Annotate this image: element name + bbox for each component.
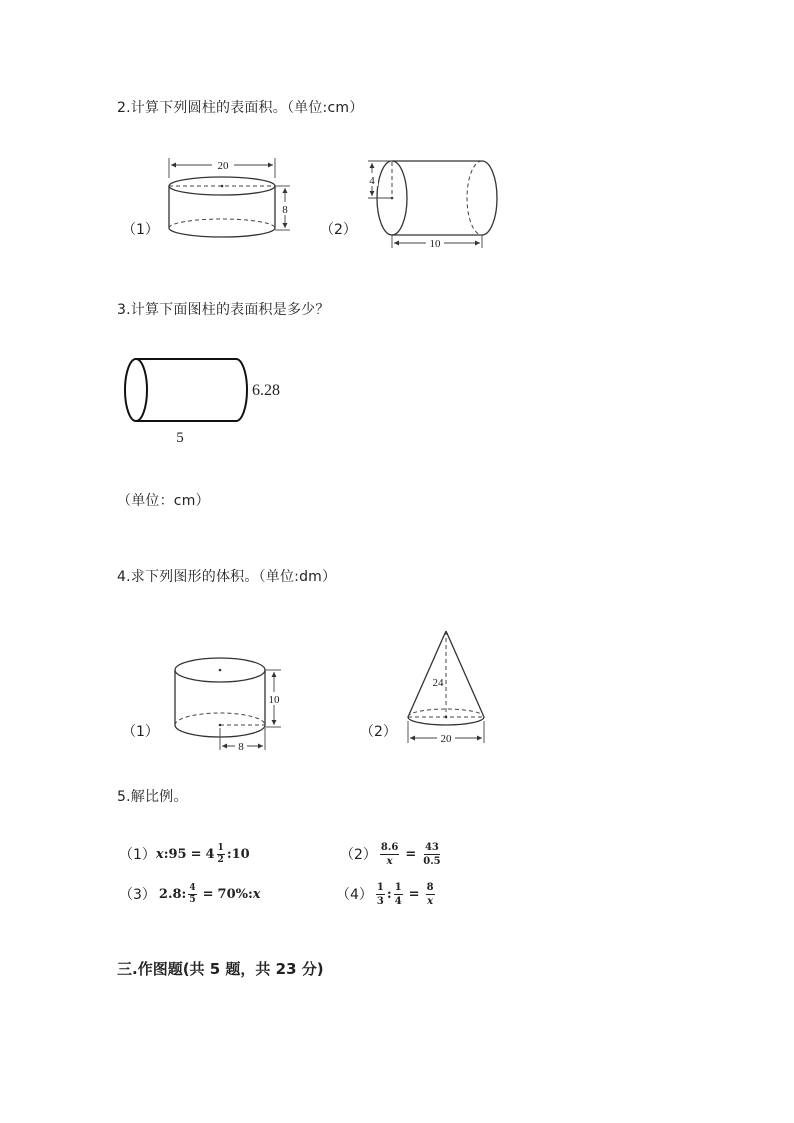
eq2-num2: 43 xyxy=(424,841,439,853)
section-3-title: 三.作图题(共 5 题，共 23 分) xyxy=(117,960,324,978)
eq3-equals: = xyxy=(202,886,214,902)
q3-unit: （单位：cm） xyxy=(117,493,210,509)
eq3-fraction xyxy=(188,883,196,906)
cylinder-figure-2 xyxy=(362,152,507,252)
eq1-num: 1 xyxy=(217,842,224,853)
eq4-n1: 1 xyxy=(376,881,384,893)
equation-2 xyxy=(340,838,444,870)
length-label: 10 xyxy=(429,238,441,250)
eq1-a: 95 xyxy=(168,846,187,862)
eq3-num: 4 xyxy=(189,882,196,893)
height-label: 8 xyxy=(282,204,288,216)
diameter-label: 20 xyxy=(440,733,452,745)
eq4-equals: = xyxy=(408,886,420,902)
eq3-var: x xyxy=(252,886,261,902)
eq3-b: 70% xyxy=(217,886,248,902)
q4-fig1-label: （1） xyxy=(122,724,159,740)
eq2-num1: 8.6 xyxy=(380,841,399,853)
eq4-sep: : xyxy=(386,886,392,902)
q2-title: 2.计算下列圆柱的表面积。（单位:cm） xyxy=(117,100,364,116)
eq1-label: （1） xyxy=(119,847,156,863)
eq1-sep: : xyxy=(163,846,169,862)
circumference-label: 6.28 xyxy=(252,382,280,399)
cone-figure xyxy=(400,625,495,750)
eq1-den: 2 xyxy=(217,854,224,865)
equation-4 xyxy=(336,878,437,910)
cylinder-figure-1 xyxy=(160,150,300,250)
q3-title: 3.计算下面图柱的表面积是多少？ xyxy=(117,302,330,318)
diameter-label: 20 xyxy=(217,160,229,172)
eq4-label: （4） xyxy=(336,887,373,903)
eq1-var: x xyxy=(155,846,164,862)
cylinder-figure-4 xyxy=(165,650,290,760)
eq2-equals: = xyxy=(405,846,417,862)
eq4-fraction-1 xyxy=(376,881,385,908)
radius-label: 4 xyxy=(369,175,375,187)
eq4-fraction-2 xyxy=(394,881,403,908)
eq1-equals: = xyxy=(190,846,202,862)
q4-fig2-label: （2） xyxy=(360,724,397,740)
eq4-n2: 1 xyxy=(394,881,402,893)
eq4-d1: 3 xyxy=(376,895,384,907)
eq3-sep: : xyxy=(181,886,187,902)
cylinder-figure-3 xyxy=(118,350,298,450)
eq2-den1: x xyxy=(386,855,393,867)
eq2-den2: 0.5 xyxy=(423,855,441,867)
eq4-n3: 8 xyxy=(426,881,434,893)
eq3-a: 2.8 xyxy=(158,886,182,902)
eq3-label: （3） xyxy=(119,887,156,903)
eq1-sep2: : xyxy=(226,846,232,862)
eq2-fraction-right xyxy=(422,841,441,868)
eq2-fraction-left xyxy=(380,841,399,868)
q5-title: 5.解比例。 xyxy=(117,789,188,805)
q2-fig1-label: （1） xyxy=(122,222,159,238)
equation-3 xyxy=(119,882,261,906)
eq4-d2: 4 xyxy=(394,895,402,907)
q2-fig2-label: （2） xyxy=(320,222,357,238)
eq3-den: 5 xyxy=(189,894,196,905)
eq2-label: （2） xyxy=(340,847,377,863)
equation-1 xyxy=(119,842,250,866)
cylinder-end-ellipse xyxy=(125,359,147,421)
eq1-b: 10 xyxy=(231,846,250,862)
radius-label: 8 xyxy=(238,741,244,753)
q4-title: 4.求下列图形的体积。（单位:dm） xyxy=(117,569,337,585)
eq3-sep2: : xyxy=(247,886,253,902)
eq4-d3: x xyxy=(427,895,434,907)
height-label: 24 xyxy=(432,677,444,689)
height-label: 10 xyxy=(268,694,280,706)
eq4-fraction-3 xyxy=(426,881,435,908)
eq1-fraction xyxy=(217,843,225,866)
length-label: 5 xyxy=(176,430,184,446)
eq1-whole: 4 xyxy=(205,846,215,862)
